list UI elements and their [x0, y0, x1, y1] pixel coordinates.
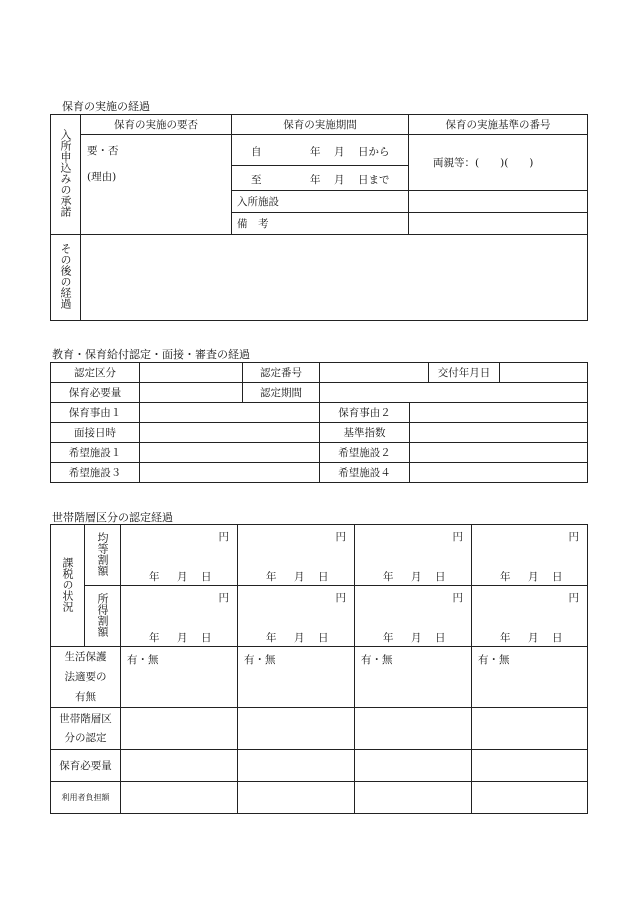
income-cell-2[interactable]: 円 年 月 日 [238, 586, 355, 647]
interview-value[interactable] [140, 423, 320, 443]
income-header: 所得割額 [85, 586, 121, 647]
equal-cell-2[interactable]: 円 年 月 日 [238, 525, 355, 586]
wish1-value[interactable] [140, 443, 320, 463]
cert-kubun-value[interactable] [140, 363, 243, 383]
need-amount-cell-3[interactable] [355, 750, 472, 782]
period-header: 保育の実施期間 [232, 115, 409, 135]
user-burden-cell-4[interactable] [472, 782, 588, 814]
tier-cell-1[interactable] [121, 708, 238, 750]
tier-header: 世帯階層区 分の認定 [51, 708, 121, 750]
welfare-cell-4[interactable]: 有・無 [472, 647, 588, 708]
remarks-value[interactable] [409, 213, 588, 235]
income-cell-3[interactable]: 円 年 月 日 [355, 586, 472, 647]
income-cell-1[interactable]: 円 年 月 日 [121, 586, 238, 647]
certification-table [50, 362, 588, 483]
wish3-label: 希望施設３ [51, 463, 140, 483]
interview-label: 面接日時 [51, 423, 140, 443]
user-burden-header: 利用者負担額 [51, 782, 121, 814]
after-side-header: その後の経過 [51, 235, 81, 321]
equal-cell-4[interactable]: 円 年 月 日 [472, 525, 588, 586]
period-to-cell[interactable]: 至 年 月 日まで [232, 166, 409, 191]
reason2-value[interactable] [410, 403, 588, 423]
index-value[interactable] [410, 423, 588, 443]
issue-date-label: 交付年月日 [429, 363, 500, 383]
need-header: 保育の実施の要否 [81, 115, 232, 135]
need-amount-header: 保育必要量 [51, 750, 121, 782]
cert-period-label: 認定期間 [243, 383, 320, 403]
tier-cell-2[interactable] [238, 708, 355, 750]
section2-title: 教育・保育給付認定・面接・審査の経過 [52, 348, 250, 361]
section1-title: 保育の実施の経過 [62, 100, 150, 113]
section3-title: 世帯階層区分の認定経過 [52, 511, 173, 524]
wish2-value[interactable] [410, 443, 588, 463]
reason2-label: 保育事由２ [320, 403, 410, 423]
issue-date-value[interactable] [500, 363, 588, 383]
household-tier-table [50, 524, 588, 814]
income-cell-4[interactable]: 円 年 月 日 [472, 586, 588, 647]
tier-cell-3[interactable] [355, 708, 472, 750]
standard-number-cell[interactable] [409, 135, 588, 191]
cert-no-value[interactable] [320, 363, 429, 383]
after-progress-cell[interactable] [81, 235, 588, 321]
period-from-cell[interactable]: 自 年 月 日から [232, 135, 409, 166]
remarks-label: 備 考 [232, 213, 409, 235]
need-yesno: 要・否 [87, 145, 119, 157]
welfare-cell-2[interactable]: 有・無 [238, 647, 355, 708]
wish4-value[interactable] [410, 463, 588, 483]
welfare-header: 生活保護 法適要の 有無 [51, 647, 121, 708]
reason1-value[interactable] [140, 403, 320, 423]
need-reason: (理由) [87, 171, 117, 183]
welfare-cell-1[interactable]: 有・無 [121, 647, 238, 708]
standard-header: 保育の実施基準の番号 [409, 115, 588, 135]
equal-cell-1[interactable]: 円 年 月 日 [121, 525, 238, 586]
user-burden-cell-1[interactable] [121, 782, 238, 814]
welfare-cell-3[interactable]: 有・無 [355, 647, 472, 708]
reason1-label: 保育事由１ [51, 403, 140, 423]
wish1-label: 希望施設１ [51, 443, 140, 463]
standard-number-value: 両親等：( )( ) [433, 157, 534, 169]
equal-cell-3[interactable]: 円 年 月 日 [355, 525, 472, 586]
index-label: 基準指数 [320, 423, 410, 443]
need-amount-label: 保育必要量 [51, 383, 140, 403]
cert-period-value[interactable] [320, 383, 588, 403]
need-amount-cell-1[interactable] [121, 750, 238, 782]
need-amount-cell-4[interactable] [472, 750, 588, 782]
need-cell[interactable] [81, 135, 232, 235]
tier-cell-4[interactable] [472, 708, 588, 750]
need-amount-cell-2[interactable] [238, 750, 355, 782]
need-amount-value[interactable] [140, 383, 243, 403]
cert-kubun-label: 認定区分 [51, 363, 140, 383]
cert-no-label: 認定番号 [243, 363, 320, 383]
accept-side-header: 入所申込みの承諾 [51, 115, 81, 235]
care-implementation-table [50, 114, 588, 321]
wish3-value[interactable] [140, 463, 320, 483]
facility-value[interactable] [409, 191, 588, 213]
wish4-label: 希望施設４ [320, 463, 410, 483]
user-burden-cell-2[interactable] [238, 782, 355, 814]
equal-header: 均等割額 [85, 525, 121, 586]
user-burden-cell-3[interactable] [355, 782, 472, 814]
wish2-label: 希望施設２ [320, 443, 410, 463]
tax-status-header: 課税の状況 [51, 525, 85, 647]
facility-label: 入所施設 [232, 191, 409, 213]
